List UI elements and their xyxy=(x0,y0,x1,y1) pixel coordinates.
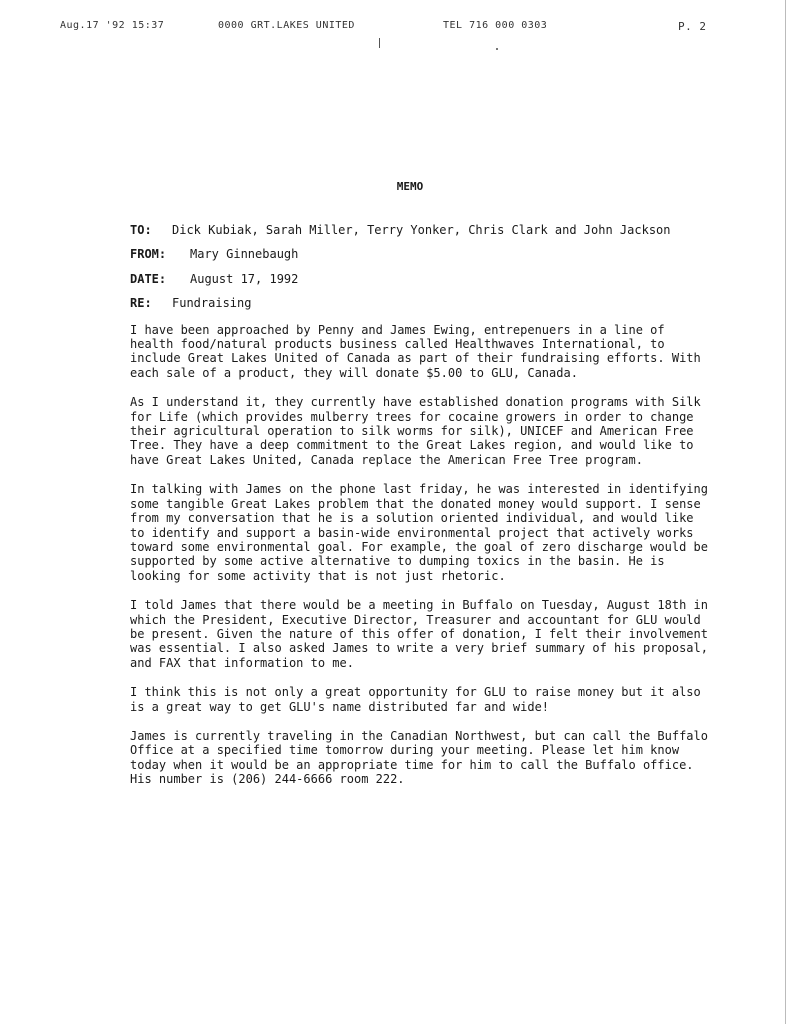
scan-speck xyxy=(496,48,498,50)
memo-paragraph-4: I told James that there would be a meeting in Buffalo on Tuesday, August 18th in which the President, Executive Director, Treasurer and accountant for GLU would be present. Given the nature of this offer of donation, I felt their involvement was essential. I also asked James to write a very brief summary of his proposal, and FAX that information to me. xyxy=(130,598,708,670)
memo-paragraph-1: I have been approached by Penny and James Ewing, entrepenuers in a line of health food/natural products business called Healthwaves International, to include Great Lakes United of Canada as part of their fundraising efforts. With each sale of a product, they will donate $5.00 to GLU, Canada. xyxy=(130,322,701,380)
memo-paragraph-6: James is currently traveling in the Canadian Northwest, but can call the Buffalo Office at a specified time tomorrow during your meeting. Please let him know today when it would be an appropriate time for him to call the Buffalo office. His number is (206) 244-6666 room 222. xyxy=(130,728,708,787)
memo-from-field xyxy=(130,247,710,261)
memo-document xyxy=(130,223,710,802)
fax-datetime: Aug.17 '92 15:37 xyxy=(60,20,165,31)
memo-re-label: RE: xyxy=(130,296,152,311)
memo-paragraph-3: In talking with James on the phone last friday, he was interested in identifying some tangible Great Lakes problem that the donated money would support. I sense from my conversation that he is a solution oriented individual, and would like to identify and support a basin-wide environmental project that actively works toward some environmental goal. For example, the goal of zero discharge would be supported by some active alternative to dumping toxics in the basin. He is looking for some activity that is not just rhetoric. xyxy=(130,482,708,583)
memo-title: MEMO xyxy=(396,180,424,193)
fax-header xyxy=(0,20,792,36)
memo-date-label: DATE: xyxy=(130,271,167,286)
fax-page-number: P. 2 xyxy=(678,20,707,33)
page-edge-line xyxy=(785,0,786,1024)
memo-paragraph-5: I think this is not only a great opportunity for GLU to raise money but it also is a great way to get GLU's name distributed far and wide! xyxy=(130,685,701,714)
memo-paragraph-2: As I understand it, they currently have established donation programs with Silk for Life (which provides mulberry trees for cocaine growers in order to change their agricultural operation to silk worms for silk), UNICEF and American Free Tree. They have a deep commitment to the Great Lakes region, and would like to have Great Lakes United, Canada replace the American Free Tree program. xyxy=(130,395,701,467)
memo-to-field xyxy=(130,223,710,237)
memo-re-value: Fundraising xyxy=(172,296,252,311)
memo-to-value: Dick Kubiak, Sarah Miller, Terry Yonker, Chris Clark and John Jackson xyxy=(172,223,671,237)
memo-date-field xyxy=(130,272,710,286)
memo-date-value: August 17, 1992 xyxy=(190,271,299,286)
memo-from-label: FROM: xyxy=(130,247,167,262)
fax-telephone: TEL 716 000 0303 xyxy=(443,20,548,31)
memo-re-field xyxy=(130,296,710,310)
memo-from-value: Mary Ginnebaugh xyxy=(190,247,299,262)
fax-sender: 0000 GRT.LAKES UNITED xyxy=(218,20,355,31)
scan-mark xyxy=(379,38,380,48)
memo-to-label: TO: xyxy=(130,223,152,237)
